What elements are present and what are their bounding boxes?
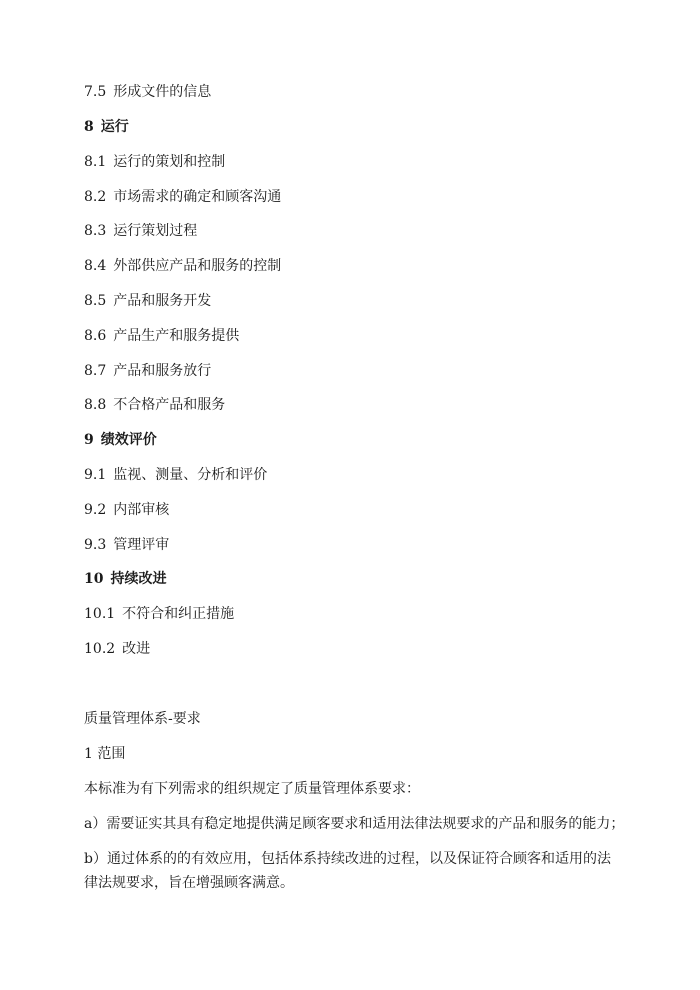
- toc-title: 形成文件的信息: [113, 84, 212, 100]
- toc-number: 8.4: [84, 258, 107, 274]
- section-heading: 1 范围: [84, 746, 126, 762]
- toc-entry: [84, 292, 211, 310]
- toc-number: 10.1: [84, 606, 116, 622]
- toc-number: 8.3: [84, 223, 107, 239]
- toc-title: 市场需求的确定和顾客沟通: [113, 189, 282, 205]
- toc-number: 8.8: [84, 397, 107, 413]
- toc-title: 绩效评价: [100, 432, 157, 448]
- toc-chapter-heading: [84, 570, 166, 588]
- toc-number: 9.1: [84, 467, 107, 483]
- toc-entry: [84, 536, 169, 554]
- toc-entry: [84, 327, 239, 345]
- toc-title: 不合格产品和服务: [113, 397, 226, 413]
- body-paragraph: 本标准为有下列需求的组织规定了质量管理体系要求：: [84, 781, 420, 797]
- document-heading: 质量管理体系-要求: [84, 711, 201, 727]
- toc-title: 运行的策划和控制: [113, 154, 226, 170]
- toc-number: 9: [84, 432, 94, 448]
- toc-number: 8.6: [84, 328, 107, 344]
- toc-number: 8.5: [84, 293, 107, 309]
- toc-title: 运行: [100, 119, 129, 135]
- toc-title: 改进: [122, 641, 151, 657]
- toc-number: 8.1: [84, 154, 107, 170]
- toc-entry: [84, 362, 211, 380]
- toc-title: 产品生产和服务提供: [113, 328, 240, 344]
- toc-number: 7.5: [84, 84, 107, 100]
- toc-title: 产品和服务放行: [113, 363, 212, 379]
- toc-number: 9.2: [84, 502, 107, 518]
- toc-title: 产品和服务开发: [113, 293, 212, 309]
- toc-title: 不符合和纠正措施: [122, 606, 235, 622]
- toc-number: 9.3: [84, 537, 107, 553]
- list-item-b: b）通过体系的的有效应用，包括体系持续改进的过程，以及保证符合顾客和适用的法律法规要求，旨在增强顾客满意。: [84, 851, 611, 891]
- toc-entry: [84, 501, 169, 519]
- toc-title: 外部供应产品和服务的控制: [113, 258, 282, 274]
- toc-number: 8: [84, 119, 94, 135]
- toc-title: 内部审核: [113, 502, 170, 518]
- toc-chapter-heading: [84, 118, 129, 136]
- toc-entry: [84, 466, 267, 484]
- toc-title: 运行策划过程: [113, 223, 198, 239]
- toc-title: 持续改进: [110, 571, 167, 587]
- toc-entry: [84, 188, 281, 206]
- toc-title: 管理评审: [113, 537, 170, 553]
- toc-number: 10: [84, 571, 104, 587]
- toc-number: 8.2: [84, 189, 107, 205]
- toc-entry: [84, 83, 211, 101]
- toc-number: 8.7: [84, 363, 107, 379]
- toc-title: 监视、测量、分析和评价: [113, 467, 268, 483]
- toc-number: 10.2: [84, 641, 116, 657]
- toc-entry: [84, 605, 234, 623]
- toc-entry: [84, 257, 281, 275]
- toc-entry: [84, 640, 150, 658]
- toc-entry: [84, 222, 197, 240]
- toc-chapter-heading: [84, 431, 157, 449]
- toc-entry: [84, 153, 225, 171]
- toc-entry: [84, 396, 225, 414]
- list-item-a: a）需要证实其具有稳定地提供满足顾客要求和适用法律法规要求的产品和服务的能力；: [84, 816, 625, 832]
